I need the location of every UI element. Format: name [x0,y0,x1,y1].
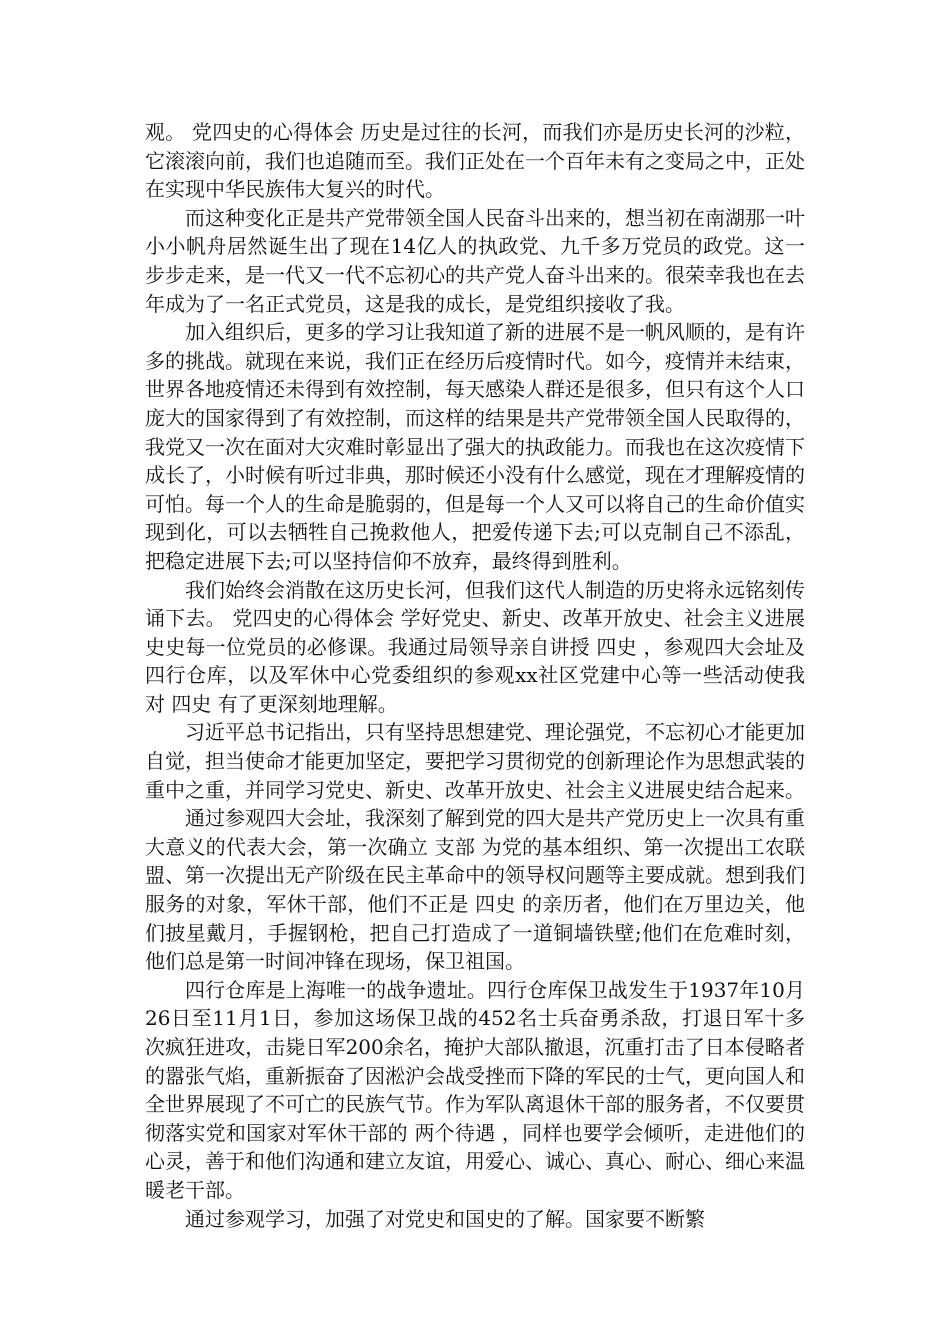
document-body [145,118,805,1233]
paragraph-4: 我们始终会消散在这历史长河，但我们这代人制造的历史将永远铭刻传诵下去。 党四史的心得体会 学好党史、新史、改革开放史、社会主义进展史史每一位党员的必修课。我通过局领导亲自讲授 四史 ，参观四大会址及四行仓库，以及军休中心党委组织的参观xx社区党建中心等一些活动使我对 四史 有了更深刻地理解。 [145,577,805,716]
paragraph-3: 加入组织后，更多的学习让我知道了新的进展不是一帆风顺的，是有许多的挑战。就现在来说，我们正在经历后疫情时代。如今，疫情并未结束，世界各地疫情还未得到有效控制，每天感染人群还是很多，但只有这个人口庞大的国家得到了有效控制，而这样的结果是共产党带领全国人民取得的，我党又一次在面对大灾难时彰显出了强大的执政能力。而我也在这次疫情下成长了，小时候有听过非典，那时候还小没有什么感觉，现在才理解疫情的可怕。每一个人的生命是脆弱的，但是每一个人又可以将自己的生命价值实现到化，可以去牺牲自己挽救他人，把爱传递下去;可以克制自己不添乱，把稳定进展下去;可以坚持信仰不放弃，最终得到胜利。 [145,320,805,573]
paragraph-5: 习近平总书记指出，只有坚持思想建党、理论强党，不忘初心才能更加自觉，担当使命才能更加坚定，要把学习贯彻党的创新理论作为思想武装的重中之重，并同学习党史、新史、改革开放史、社会主义进展史结合起来。 [145,720,805,802]
paragraph-6: 通过参观四大会址，我深刻了解到党的四大是共产党历史上一次具有重大意义的代表大会，第一次确立 支部 为党的基本组织、第一次提出工农联盟、第一次提出无产阶级在民主革命中的领导权问题等主要成就。想到我们服务的对象，军休干部，他们不正是 四史 的亲历者，他们在万里边关，他们披星戴月，手握钢枪，把自己打造成了一道铜墙铁壁;他们在危难时刻，他们总是第一时间冲锋在现场，保卫祖国。 [145,806,805,974]
paragraph-1: 观。 党四史的心得体会 历史是过往的长河，而我们亦是历史长河的沙粒，它滚滚向前，我们也追随而至。我们正处在一个百年未有之变局之中，正处在实现中华民族伟大复兴的时代。 [145,120,805,202]
paragraph-8: 通过参观学习，加强了对党史和国史的了解。国家要不断繁 [185,1206,705,1231]
paragraph-2: 而这种变化正是共产党带领全国人民奋斗出来的，想当初在南湖那一叶小小帆舟居然诞生出了现在14亿人的执政党、九千多万党员的政党。这一步步走来，是一代又一代不忘初心的共产党人奋斗出来的。很荣幸我也在去年成为了一名正式党员，这是我的成长，是党组织接收了我。 [145,205,805,316]
paragraph-7: 四行仓库是上海唯一的战争遗址。四行仓库保卫战发生于1937年10月26日至11月1日，参加这场保卫战的452名士兵奋勇杀敌，打退日军十多次疯狂进攻，击毙日军200余名，掩护大部队撤退，沉重打击了日本侵略者的嚣张气焰，重新振奋了因淞沪会战受挫而下降的军民的士气，更向国人和全世界展现了不可亡的民族气节。作为军队离退休干部的服务者，不仅要贯彻落实党和国家对军休干部的 两个待遇 ，同样也要学会倾听，走进他们的心灵，善于和他们沟通和建立友谊，用爱心、诚心、真心、耐心、细心来温暖老干部。 [145,977,805,1202]
